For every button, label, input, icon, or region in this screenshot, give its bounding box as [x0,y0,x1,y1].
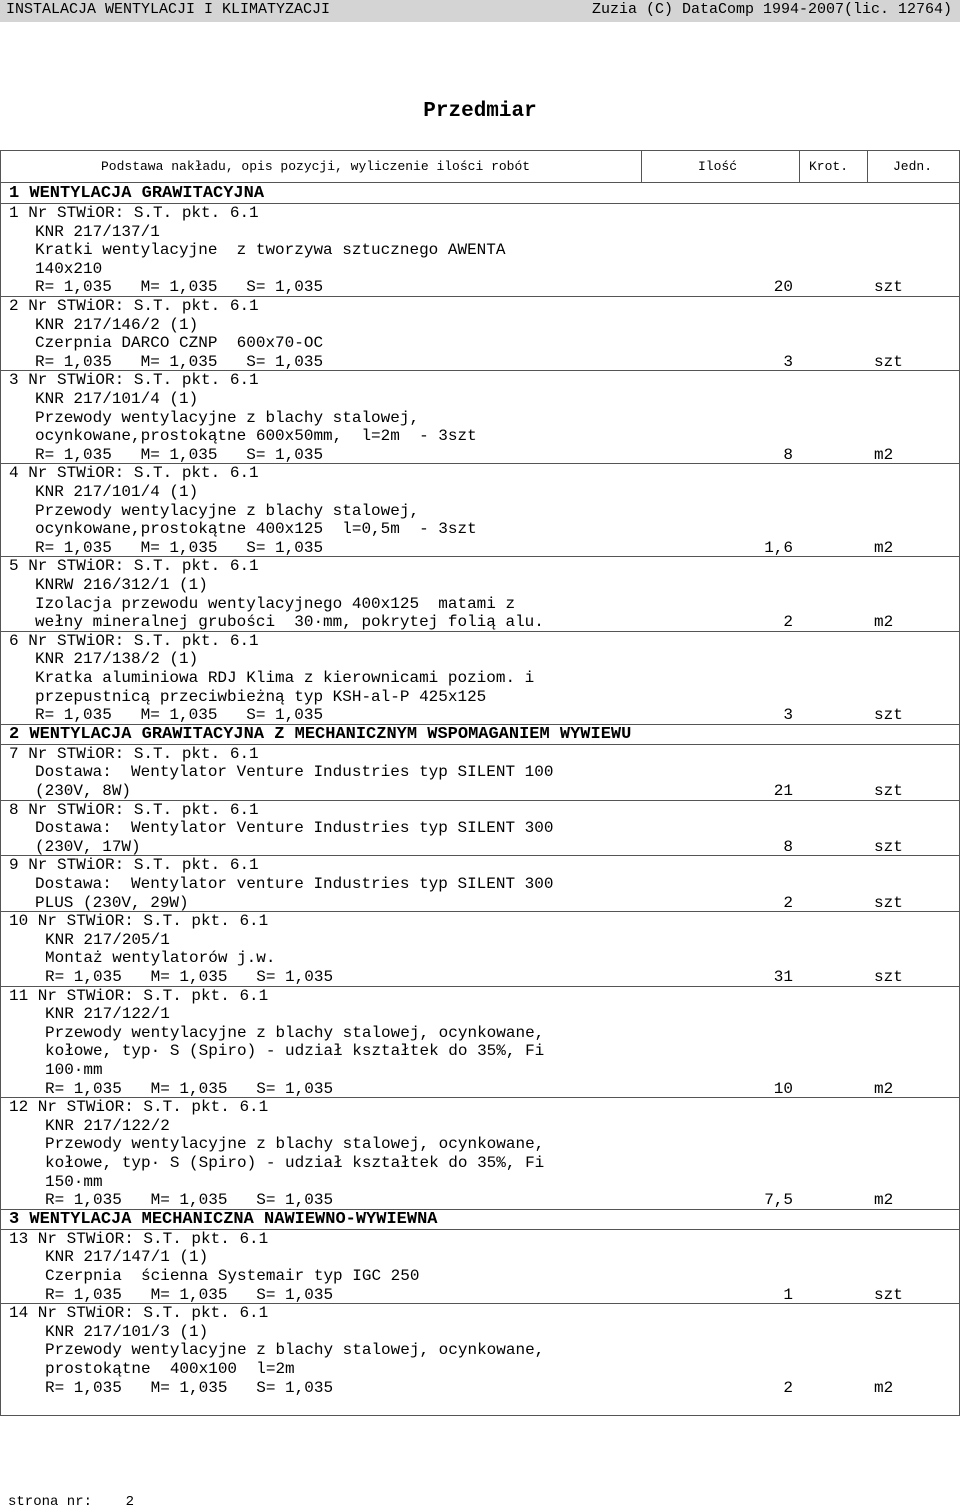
item-unit: szt [874,782,903,800]
item-quantity: 7,5 [764,1191,793,1210]
item-description-line: przepustnicą przeciwbieżną typ KSH-al-P 425x125 [35,687,487,706]
section-title: 1 WENTYLACJA GRAWITACYJNA [9,184,265,203]
item-number: 3 Nr STWiOR: S.T. pkt. 6.1 [9,371,259,390]
item-description-line: Dostawa: Wentylator Venture Industries typ SILENT 100 [35,763,554,782]
table-header [1,151,959,183]
item-description-line: R= 1,035 M= 1,035 S= 1,035 [45,968,334,986]
item-description-line: R= 1,035 M= 1,035 S= 1,035 [45,1191,334,1210]
item-description-line: KNR 217/205/1 [45,930,170,949]
item-description-line: ocynkowane,prostokątne 400x125 l=0,5m - 3szt [35,520,477,539]
item-description-line: Czerpnia ścienna Systemair typ IGC 250 [45,1267,420,1285]
item-number: 10 Nr STWiOR: S.T. pkt. 6.1 [9,912,269,931]
item-unit: m2 [874,538,894,557]
item-description-line: Kratka aluminiowa RDJ Klima z kierownicami poziom. i [35,669,535,687]
item-unit: szt [874,278,903,297]
item-quantity: 2 [783,1378,793,1397]
item-description-line: Przewody wentylacyjne z blachy stalowej, [35,501,420,520]
item-unit: m2 [874,613,894,632]
item-unit: m2 [874,1378,894,1397]
item-description-line: R= 1,035 M= 1,035 S= 1,035 [35,278,324,297]
item-description-line: KNR 217/101/4 (1) [35,390,199,408]
item-number: 9 Nr STWiOR: S.T. pkt. 6.1 [9,856,259,875]
item-unit: szt [874,1285,903,1304]
items-table [0,150,960,1416]
item-description-line: Dostawa: Wentylator venture Industries typ SILENT 300 [35,875,554,893]
item-description-line: KNR 217/138/2 (1) [35,650,199,669]
item-unit: szt [874,968,903,986]
item-number: 11 Nr STWiOR: S.T. pkt. 6.1 [9,986,269,1005]
item-quantity: 1,6 [764,538,793,557]
item-number: 7 Nr STWiOR: S.T. pkt. 6.1 [9,744,259,763]
section-title: 3 WENTYLACJA MECHANICZNA NAWIEWNO-WYWIEWNA [9,1209,438,1229]
item-description-line: Przewody wentylacyjne z blachy stalowej, ocynkowane, [45,1023,545,1042]
item-description-line: Przewody wentylacyjne z blachy stalowej, [35,408,420,427]
item-number: 6 Nr STWiOR: S.T. pkt. 6.1 [9,631,259,650]
item-description-line: R= 1,035 M= 1,035 S= 1,035 [45,1079,334,1098]
header-program: Zuzia (C) DataComp 1994-2007(lic. 12764) [591,1,952,18]
item-description-line: 140x210 [35,259,103,278]
item-quantity: 2 [783,893,793,912]
item-description-line: Izolacja przewodu wentylacyjnego 400x125 matami z [35,594,516,613]
item-description-line: prostokątne 400x100 l=2m [45,1360,295,1378]
item-description-line: KNR 217/137/1 [35,222,160,241]
item-description-line: KNR 217/122/2 [45,1116,170,1135]
item-description-line: KNR 217/101/3 (1) [45,1322,209,1341]
item-number: 2 Nr STWiOR: S.T. pkt. 6.1 [9,297,259,315]
item-description-line: Przewody wentylacyjne z blachy stalowej, ocynkowane, [45,1341,545,1360]
item-quantity: 2 [783,613,793,632]
item-quantity: 1 [783,1285,793,1304]
item-description-line: R= 1,035 M= 1,035 S= 1,035 [45,1378,334,1397]
item-description-line: KNR 217/147/1 (1) [45,1248,209,1267]
item-quantity: 8 [783,445,793,464]
item-quantity: 10 [773,1079,793,1098]
item-number: 13 Nr STWiOR: S.T. pkt. 6.1 [9,1229,269,1248]
item-description-line: R= 1,035 M= 1,035 S= 1,035 [35,538,324,557]
item-description-line: kołowe, typ· S (Spiro) - udział kształtek do 35%, Fi [45,1042,545,1061]
item-description-line: (230V, 17W) [35,837,141,856]
item-unit: m2 [874,1079,894,1098]
col-divider [641,151,642,182]
item-description-line: wełny mineralnej grubości 30·mm, pokrytej folią alu. [35,613,544,632]
col-unit-header: Jedn. [893,159,933,174]
item-description-line: R= 1,035 M= 1,035 S= 1,035 [45,1285,334,1304]
item-description-line: kołowe, typ· S (Spiro) - udział kształtek do 35%, Fi [45,1154,545,1172]
page-header-bar [0,0,960,22]
item-unit: szt [874,893,903,912]
col-desc-header: Podstawa nakładu, opis pozycji, wyliczenie ilości robót [101,159,531,174]
item-quantity: 3 [783,706,793,725]
item-unit: szt [874,706,903,725]
item-unit: szt [874,352,903,371]
item-description-line: 100·mm [45,1061,103,1079]
item-description-line: KNR 217/101/4 (1) [35,483,199,501]
item-unit: m2 [874,1191,894,1210]
item-description-line: R= 1,035 M= 1,035 S= 1,035 [35,706,324,725]
item-description-line: (230V, 8W) [35,782,132,800]
item-description-line: KNR 217/122/1 [45,1005,170,1024]
item-description-line: Kratki wentylacyjne z tworzywa sztucznego AWENTA [35,241,506,260]
page-title: Przedmiar [423,100,537,123]
section-title: 2 WENTYLACJA GRAWITACYJNA Z MECHANICZNYM WSPOMAGANIEM WYWIEWU [9,724,632,744]
item-quantity: 8 [783,837,793,856]
item-number: 8 Nr STWiOR: S.T. pkt. 6.1 [9,800,259,819]
item-number: 14 Nr STWiOR: S.T. pkt. 6.1 [9,1304,269,1323]
col-krot-header: Krot. [809,159,849,174]
col-qty-header: Ilość [698,159,738,174]
item-description-line: KNRW 216/312/1 (1) [35,576,208,594]
col-divider [799,151,800,182]
item-unit: m2 [874,445,894,464]
item-description-line: R= 1,035 M= 1,035 S= 1,035 [35,445,324,464]
item-number: 4 Nr STWiOR: S.T. pkt. 6.1 [9,464,259,483]
item-description-line: Przewody wentylacyjne z blachy stalowej, ocynkowane, [45,1135,545,1154]
header-title: INSTALACJA WENTYLACJI I KLIMATYZACJI [6,1,331,18]
item-quantity: 31 [773,968,793,986]
item-description-line: KNR 217/146/2 (1) [35,315,199,334]
item-number: 1 Nr STWiOR: S.T. pkt. 6.1 [9,204,259,222]
item-number: 5 Nr STWiOR: S.T. pkt. 6.1 [9,557,259,576]
item-quantity: 20 [773,278,793,297]
page-footer: strona nr: 2 [8,1494,135,1510]
item-description-line: Czerpnia DARCO CZNP 600x70-OC [35,334,324,353]
item-description-line: 150·mm [45,1172,103,1191]
item-description-line: R= 1,035 M= 1,035 S= 1,035 [35,352,324,371]
item-quantity: 3 [783,352,793,371]
item-quantity: 21 [773,782,793,800]
item-number: 12 Nr STWiOR: S.T. pkt. 6.1 [9,1098,269,1117]
col-divider [867,151,868,182]
item-description-line: Montaż wentylatorów j.w. [45,949,276,968]
item-description-line: Dostawa: Wentylator Venture Industries typ SILENT 300 [35,819,554,838]
item-unit: szt [874,837,903,856]
item-description-line: PLUS (230V, 29W) [35,893,189,912]
item-description-line: ocynkowane,prostokątne 600x50mm, l=2m - 3szt [35,427,477,446]
